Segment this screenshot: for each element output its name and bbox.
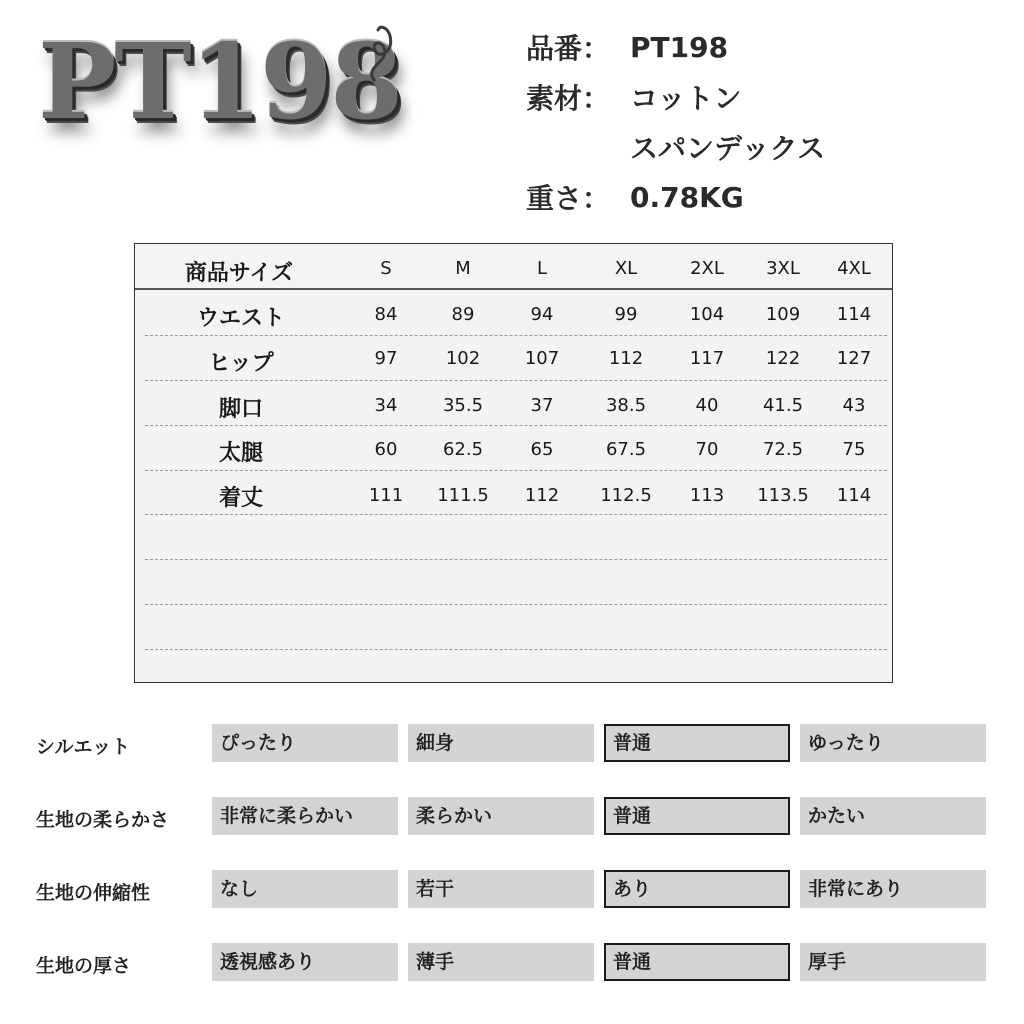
size-row-label-length: 着丈 [218,486,264,511]
size-cell: 75 [842,439,866,460]
size-cell: 72.5 [762,439,804,460]
size-cell: 94 [530,304,554,325]
attribute-row-stretch [0,870,1024,910]
row-divider [145,380,887,381]
size-cell: 60 [374,439,398,460]
spec-value: 0.78KG [630,180,744,214]
size-cell: 34 [374,395,398,416]
size-row-label-waist: ウエスト [196,306,286,331]
attribute-label: 生地の伸縮性 [36,882,151,904]
size-cell: 111 [368,485,404,506]
attribute-row-silhouette [0,724,1024,764]
spec-block [526,22,825,222]
size-header-2xl: 2XL [690,258,724,279]
attribute-option: 非常に柔らかい [212,797,398,835]
size-cell: 113 [689,485,725,506]
attribute-option: ゆったり [800,724,986,762]
size-cell: 41.5 [762,395,804,416]
size-row-label-thigh: 太腿 [218,441,264,466]
row-divider [145,514,887,515]
attribute-label: 生地の柔らかさ [36,809,170,831]
size-cell: 122 [765,348,801,369]
attribute-option-selected: 普通 [604,724,790,762]
attribute-option: 若干 [408,870,594,908]
size-header-xl: XL [614,258,638,279]
size-cell: 35.5 [442,395,484,416]
spec-label: 素材： [526,82,611,115]
size-header-m: M [455,258,471,279]
spec-value: スパンデックス [630,132,826,165]
size-cell: 111.5 [437,485,489,506]
size-cell: 67.5 [605,439,647,460]
size-header-4xl: 4XL [837,258,871,279]
attribute-option: 細身 [408,724,594,762]
attribute-option: 柔らかい [408,797,594,835]
size-cell: 117 [689,348,725,369]
logo-text: PT198 [38,20,401,143]
row-divider [145,604,887,605]
size-cell: 37 [530,395,554,416]
size-header-s: S [380,258,392,279]
spec-label: 品番： [526,32,611,65]
spec-label: 重さ： [526,182,611,215]
size-cell: 84 [374,304,398,325]
spec-row-material [526,72,825,122]
size-cell: 62.5 [442,439,484,460]
size-cell: 114 [836,485,872,506]
size-cell: 114 [836,304,872,325]
size-table-header [135,244,892,290]
size-row-label-hip: ヒップ [208,351,274,376]
row-divider [145,425,887,426]
row-divider [145,559,887,560]
attribute-option: 透視感あり [212,943,398,981]
size-table [134,243,893,683]
attribute-option: ぴったり [212,724,398,762]
spec-row-material-2 [526,122,825,172]
size-cell: 97 [374,348,398,369]
spec-row-weight [526,172,825,222]
attribute-row-softness [0,797,1024,837]
size-cell: 43 [842,395,866,416]
size-cell: 104 [689,304,725,325]
size-cell: 112 [608,348,644,369]
row-divider [145,335,887,336]
attribute-option: 厚手 [800,943,986,981]
attribute-option: 薄手 [408,943,594,981]
spec-value: コットン [630,82,742,115]
attribute-row-thickness [0,943,1024,983]
size-cell: 112.5 [600,485,652,506]
size-cell: 112 [524,485,560,506]
size-cell: 99 [614,304,638,325]
size-row-label-hem: 脚口 [218,397,264,422]
attribute-label: 生地の厚さ [36,955,132,977]
size-header-3xl: 3XL [766,258,800,279]
size-cell: 127 [836,348,872,369]
attribute-option: かたい [800,797,986,835]
row-divider [145,470,887,471]
size-cell: 109 [765,304,801,325]
logo-flourish-icon [360,22,400,82]
size-cell: 113.5 [757,485,809,506]
attribute-option-selected: 普通 [604,943,790,981]
attribute-option: なし [212,870,398,908]
size-cell: 65 [530,439,554,460]
attribute-label: シルエット [36,736,131,758]
row-divider [145,649,887,650]
size-cell: 107 [524,348,560,369]
size-cell: 70 [695,439,719,460]
attribute-option: 非常にあり [800,870,986,908]
spec-value: PT198 [630,30,729,64]
size-header-label: 商品サイズ [184,261,294,286]
size-cell: 40 [695,395,719,416]
size-cell: 38.5 [605,395,647,416]
spec-row-part-number [526,22,825,72]
attribute-option-selected: あり [604,870,790,908]
size-header-l: L [536,258,548,279]
product-logo [30,22,400,162]
size-cell: 89 [451,304,475,325]
size-cell: 102 [445,348,481,369]
attribute-option-selected: 普通 [604,797,790,835]
